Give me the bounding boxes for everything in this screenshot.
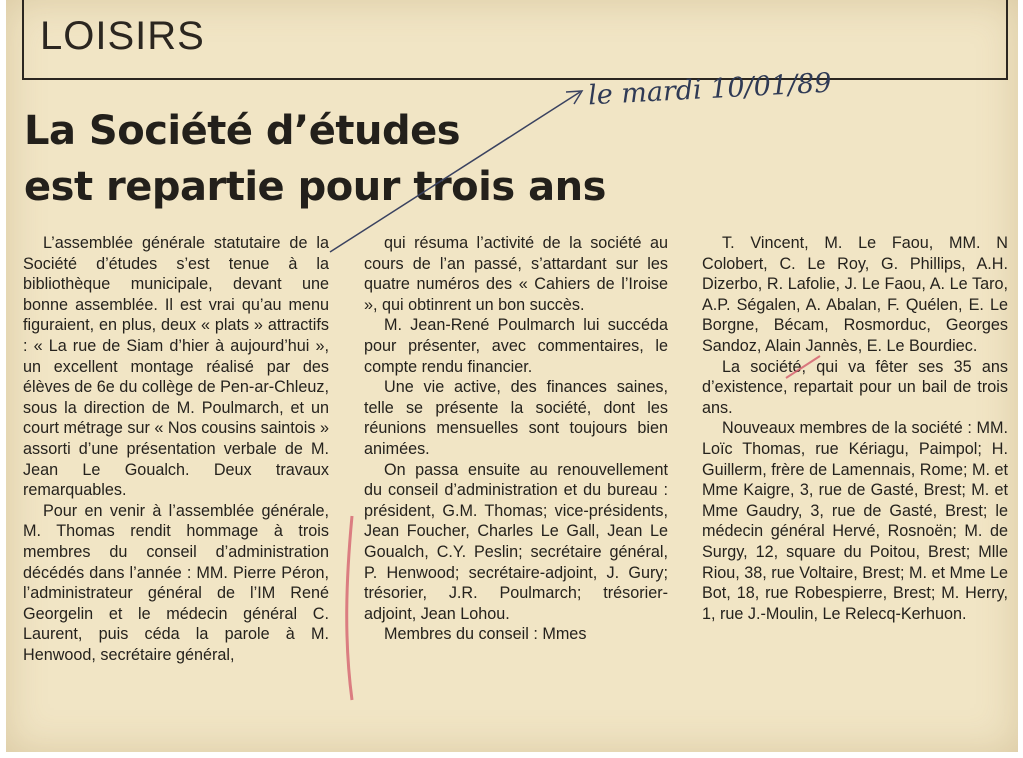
article-paragraph: La société, qui va fêter ses 35 ans d’existence, repartait pour un bail de trois ans. [702, 357, 1008, 417]
article-paragraph: Une vie active, des finances saines, telle se présente la société, dont les réunions mensuelles sont toujours bien animées. [364, 378, 668, 458]
article-paragraph: qui résuma l’activité de la société au cours de l’an passé, s’attardant sur les quatre numéros des « Cahiers de l’Iroise », qui obtinrent un bon succès. [364, 234, 668, 314]
article-paragraph: Membres du conseil : Mmes [384, 625, 587, 644]
headline-line-2: est repartie pour trois ans [24, 164, 606, 210]
headline-line-1: La Société d’études [24, 108, 461, 154]
article-paragraph: T. Vincent, M. Le Faou, MM. N Colobert, C. Le Roy, G. Phillips, A.H. Dizerbo, R. Lafolie, J. Le Faou, A. Le Taro, A.P. Ségalen, A. Abalan, F. Quélen, E. Le Borgne, Bécam, Rosmorduc, Georges Sandoz, Alain Jannès, E. Le Bourdiec. [702, 234, 1008, 355]
article-paragraph: Nouveaux membres de la société : MM. Loïc Thomas, rue Kériagu, Paimpol; H. Guillerm, frère de Lamennais, Rome; M. et Mme Kaigre, 3, rue de Gasté, Brest; M. et Mme Gaudry, 3, rue de Gasté, Brest; le médecin général Hervé, Rosnoën; M. de Surgy, 12, square du Poitou, Brest; Mlle Riou, 38, rue Voltaire, Brest; M. et Mme Le Bot, 18, rue Robespierre, Brest; M. Herry, 1, rue J.-Moulin, Le Relecq-Kerhuon. [702, 419, 1008, 623]
article-paragraph: M. Jean-René Poulmarch lui succéda pour présenter, avec commentaires, le compte rendu financier. [364, 316, 668, 376]
article-column-3 [702, 233, 1008, 624]
article-column-2 [364, 233, 668, 645]
handwritten-date-note: le mardi 10/01/89 [587, 67, 833, 112]
article-paragraph: Pour en venir à l’assemblée générale, M. Thomas rendit hommage à trois membres du conseil d’administration décédés dans l’année : MM. Pierre Péron, l’administrateur général de l’IM René Georgelin et le médecin général C. Laurent, puis céda la parole à M. Henwood, secrétaire général, [23, 501, 329, 664]
article-paragraph: L’assemblée générale statutaire de la Société d’études s’est tenue à la bibliothèque municipale, devant une bonne assemblée. Il est vrai qu’au menu figuraient, en plus, deux « plats » attractifs : « La rue de Siam d’hier à aujourd’hui », un excellent montage réalisé par des élèves de 6e du collège de Pen-ar-Chleuz, sous la direction de M. Poulmarch, et un court métrage sur « Nos cousins saintois » assorti d’une présentation verbale de M. Jean Le Goualch. Deux travaux remarquables. [23, 234, 329, 500]
article-column-1 [23, 233, 329, 665]
headline [24, 103, 606, 215]
article-paragraph: On passa ensuite au renouvellement du conseil d’administration et du bureau : président, G.M. Thomas; vice-présidents, Jean Foucher, Charles Le Gall, Jean Le Goualch, C.Y. Peslin; secrétaire général, P. Henwood; secrétaire-adjoint, J. Gury; trésorier, J.R. Poulmarch; trésorier-adjoint, Jean Lohou. [364, 460, 668, 623]
section-rubric: LOISIRS [40, 14, 205, 58]
